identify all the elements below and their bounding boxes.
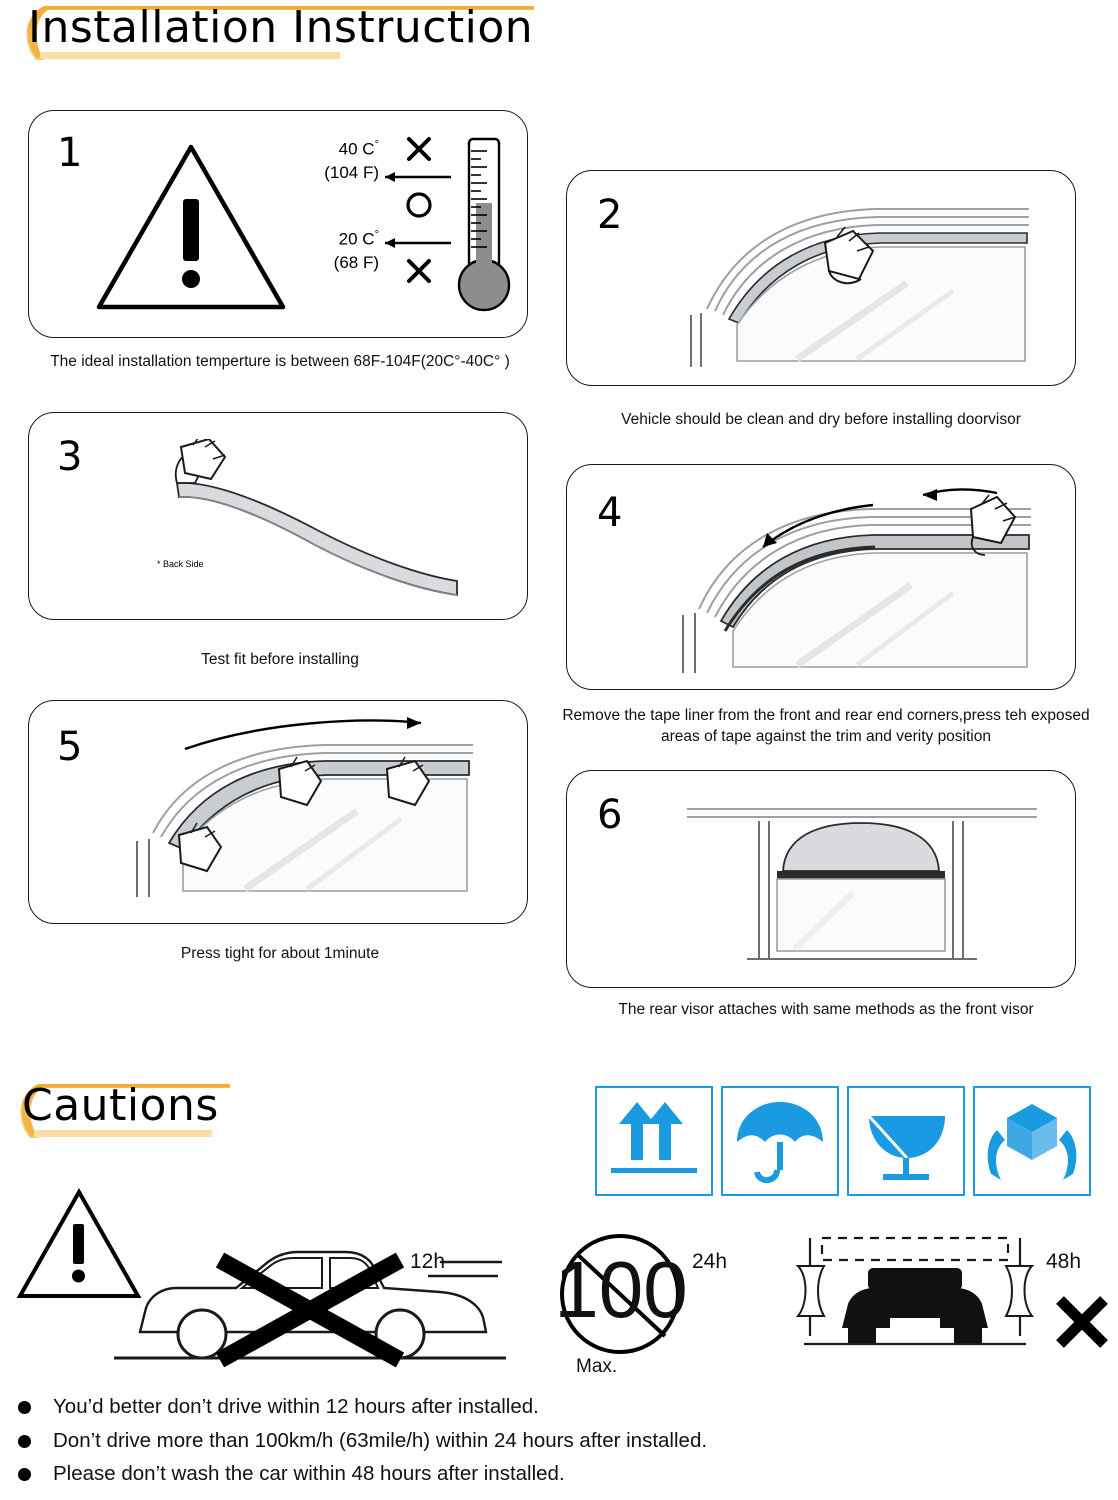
temp-high-value: 40 C [338,139,375,159]
care-box-handle-with-care [973,1086,1091,1196]
cautions-title: Cautions [22,1080,219,1131]
thermometer-icon [449,133,519,319]
step-4-caption: Remove the tape liner from the front and rear end corners,press teh exposed areas of tape against the trim and verity position [562,707,1090,745]
bullet-dot-icon [18,1468,31,1481]
care-box-keep-dry [721,1086,839,1196]
caution-text-1: You’d better don’t drive within 12 hours after installed. [53,1395,539,1418]
keep-dry-umbrella-icon [723,1088,837,1194]
tape-liner-removal-illustration [667,481,1067,681]
installation-title: Installation Instruction [28,2,534,53]
caution-text-2: Don’t drive more than 100km/h (63mile/h) within 24 hours after installed. [53,1428,708,1452]
step-5-number: 5 [57,724,83,770]
step-4-number: 4 [597,490,623,536]
this-side-up-icon [597,1088,711,1194]
cautions-bullet-list [18,1396,1098,1497]
temp-high-label: 40 C° [338,139,379,159]
temp-high-f-label: (104 F) [324,163,379,182]
temperature-range-marks [379,133,459,293]
back-side-note: * Back Side [157,559,204,569]
visor-backside-illustration [139,439,489,599]
list-item [18,1430,1098,1453]
no-car-wash-illustration [790,1232,1040,1364]
step-2-caption: Vehicle should be clean and dry before installing doorvisor [621,411,1021,428]
step-3-number: 3 [57,434,83,480]
step-4-panel [566,464,1076,690]
bullet-dot-icon [18,1401,31,1414]
no-wash-hours-label: 48h [1046,1250,1082,1273]
speed-limit-hours-label: 24h [692,1250,728,1273]
temp-low-value: 20 C [338,229,375,249]
step-5-panel [28,700,528,924]
care-box-keep-out-of-sunlight [847,1086,965,1196]
step-6-panel [566,770,1076,988]
step-1-caption: The ideal installation temperture is between 68F-104F(20C°-40C° ) [50,353,510,370]
press-visor-illustration [125,713,517,913]
step-6-caption: The rear visor attaches with same methods as the front visor [618,1001,1034,1018]
clean-window-illustration [677,191,1067,371]
step-3-caption: Test fit before installing [201,651,359,668]
rear-visor-illustration [677,793,1057,969]
no-driving-illustration [110,1236,510,1372]
bullet-dot-icon [18,1435,31,1448]
step-2-panel [566,170,1076,386]
step-6-number: 6 [597,792,623,838]
no-wash-cross-icon [1052,1292,1112,1352]
temp-low-f-label: (68 F) [333,253,379,272]
keep-out-of-sunlight-icon [849,1088,963,1194]
step-5-caption: Press tight for about 1minute [180,945,380,962]
speed-limit-max-label: Max. [576,1356,618,1377]
temp-low-label: 20 C° [338,229,379,249]
no-drive-hours-label: 12h [410,1250,446,1273]
step-1-panel [28,110,528,338]
caution-text-3: Please don’t wash the car within 48 hours after installed. [53,1462,565,1486]
step-3-panel [28,412,528,620]
speed-limit-value: 100 [554,1245,688,1334]
step-2-number: 2 [597,192,623,238]
list-item [18,1396,1098,1419]
list-item [18,1463,1098,1486]
installation-header [14,0,574,66]
warning-triangle-icon [91,139,291,319]
care-box-this-side-up [595,1086,713,1196]
cautions-header [8,1078,308,1144]
step-1-number: 1 [57,130,83,176]
handle-with-care-icon [975,1088,1089,1194]
